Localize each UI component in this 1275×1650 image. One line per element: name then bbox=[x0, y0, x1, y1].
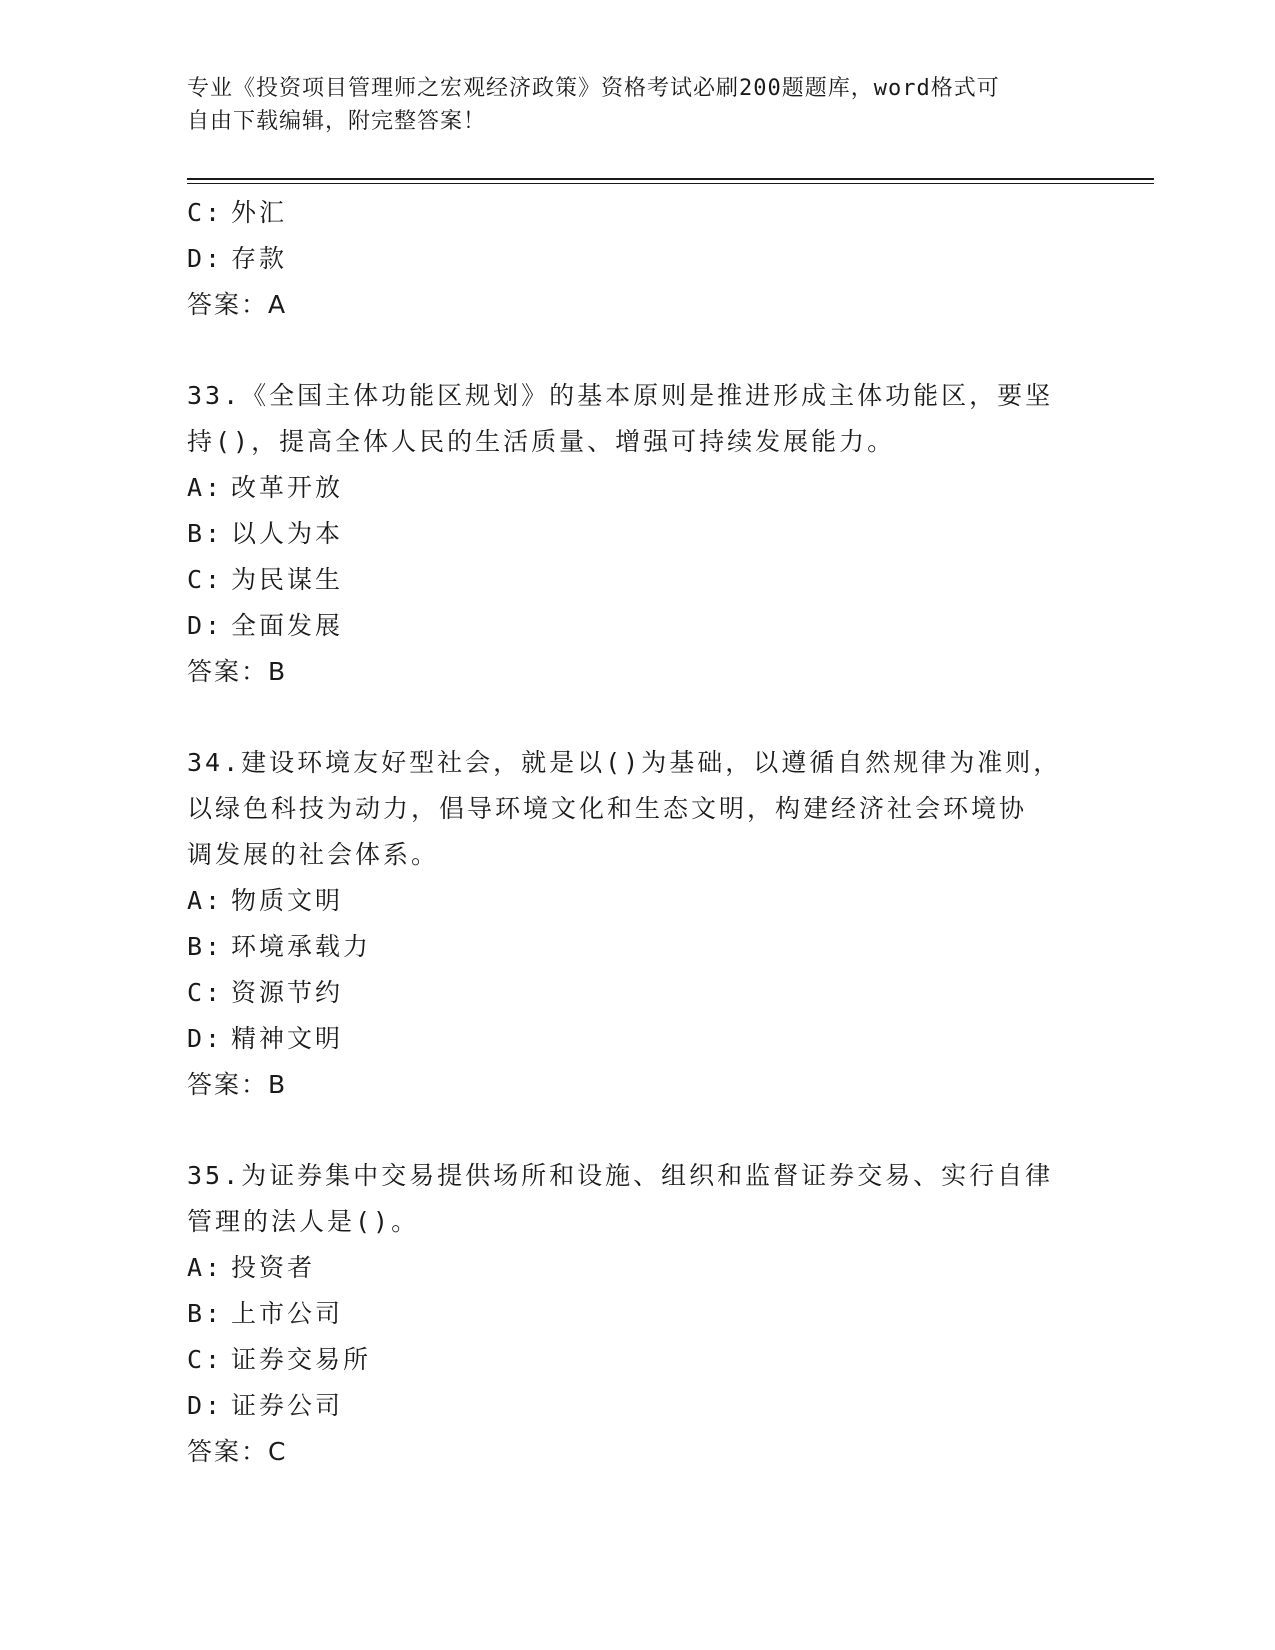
header-line-2: 自由下载编辑，附完整答案！ bbox=[187, 109, 487, 134]
question-35 bbox=[187, 1153, 1087, 1475]
question-stem-line: 35.为证券集中交易提供场所和设施、组织和监督证券交易、实行自律 bbox=[187, 1161, 1054, 1190]
option-b: B: 上市公司 bbox=[187, 1299, 344, 1328]
question-stem-line: 管理的法人是()。 bbox=[187, 1207, 420, 1236]
option-a: A: 物质文明 bbox=[187, 886, 344, 915]
option-a: A: 投资者 bbox=[187, 1253, 316, 1282]
header-rule-thin bbox=[187, 183, 1154, 184]
option-d: D: 精神文明 bbox=[187, 1024, 344, 1053]
option-c: C: 资源节约 bbox=[187, 978, 344, 1007]
answer: 答案：A bbox=[187, 290, 288, 319]
answer: 答案：B bbox=[187, 657, 288, 686]
question-stem-line: 以绿色科技为动力，倡导环境文化和生态文明，构建经济社会环境协 bbox=[187, 794, 1028, 823]
document-header bbox=[187, 72, 1087, 138]
option-d: D: 全面发展 bbox=[187, 611, 344, 640]
option-b: B: 以人为本 bbox=[187, 519, 344, 548]
option-c: C: 证券交易所 bbox=[187, 1345, 372, 1374]
answer: 答案：B bbox=[187, 1070, 288, 1099]
option-c: C: 外汇 bbox=[187, 198, 288, 227]
header-line-1: 专业《投资项目管理师之宏观经济政策》资格考试必刷200题题库，word格式可 bbox=[187, 76, 1000, 101]
question-stem-line: 33.《全国主体功能区规划》的基本原则是推进形成主体功能区，要坚 bbox=[187, 381, 1054, 410]
option-a: A: 改革开放 bbox=[187, 473, 344, 502]
question-stem-line: 调发展的社会体系。 bbox=[187, 840, 440, 869]
question-33 bbox=[187, 373, 1087, 695]
header-rule-thick bbox=[187, 178, 1154, 180]
option-d: D: 证券公司 bbox=[187, 1391, 344, 1420]
option-c: C: 为民谋生 bbox=[187, 565, 344, 594]
question-34 bbox=[187, 740, 1087, 1108]
answer: 答案：C bbox=[187, 1437, 288, 1466]
question-stem-line: 持()，提高全体人民的生活质量、增强可持续发展能力。 bbox=[187, 427, 896, 456]
option-d: D: 存款 bbox=[187, 244, 288, 273]
option-b: B: 环境承载力 bbox=[187, 932, 372, 961]
question-content bbox=[187, 190, 1087, 1475]
question-stem-line: 34.建设环境友好型社会，就是以()为基础，以遵循自然规律为准则， bbox=[187, 748, 1062, 777]
prev-question bbox=[187, 190, 1087, 328]
